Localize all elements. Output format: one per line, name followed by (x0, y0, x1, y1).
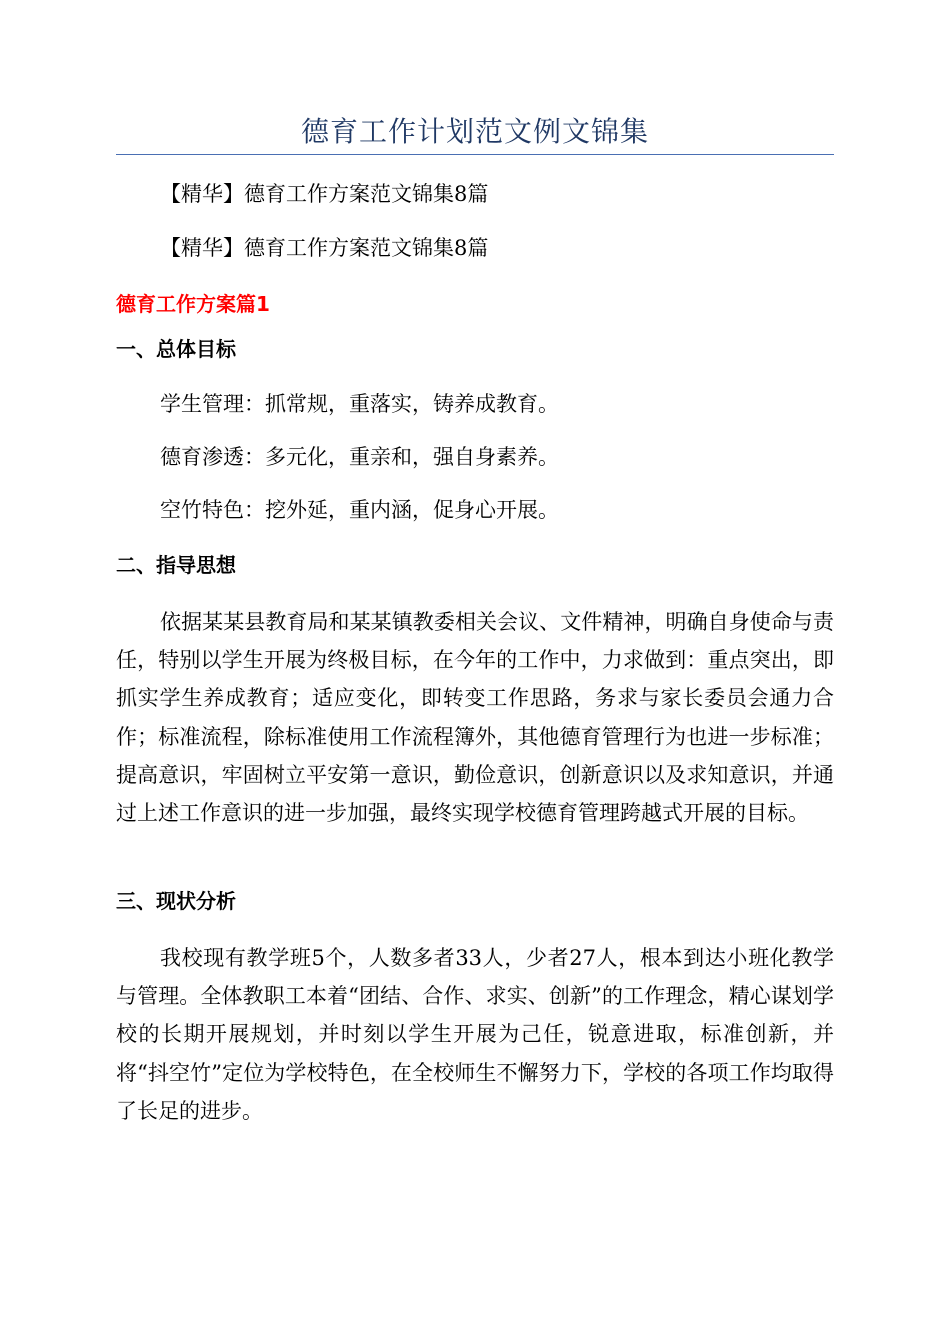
heading-overall-goals: 一、总体目标 (116, 337, 236, 361)
title-underline (116, 154, 834, 155)
goal-item: 空竹特色：挖外延，重内涵，促身心开展。 (160, 498, 559, 522)
paragraph-status-analysis: 我校现有教学班5个，人数多者33人，少者27人，根本到达小班化教学与管理。全体教职工本着“团结、合作、求实、创新”的工作理念，精心谋划学校的长期开展规划，并时刻以学生开展为己任，锐意进取，标准创新，并将“抖空竹”定位为学校特色，在全校师生不懈努力下，学校的各项工作均取得了长足的进步。 (116, 946, 834, 1123)
goal-item: 德育渗透：多元化，重亲和，强自身素养。 (160, 445, 559, 469)
heading-status-analysis: 三、现状分析 (116, 889, 236, 913)
document-title: 德育工作计划范文例文锦集 (300, 115, 649, 148)
intro-line: 【精华】德育工作方案范文锦集8篇 (160, 182, 489, 206)
goal-item: 学生管理：抓常规，重落实，铸养成教育。 (160, 392, 559, 416)
heading-guiding-ideology: 二、指导思想 (116, 553, 236, 577)
intro-line: 【精华】德育工作方案范文锦集8篇 (160, 236, 489, 260)
paragraph-guiding-ideology: 依据某某县教育局和某某镇教委相关会议、文件精神，明确自身使命与责任，特别以学生开展为终极目标，在今年的工作中，力求做到：重点突出，即抓实学生养成教育；适应变化，即转变工作思路，务求与家长委员会通力合作；标准流程，除标准使用工作流程簿外，其他德育管理行为也进一步标准；提高意识，牢固树立平安第一意识，勤俭意识，创新意识以及求知意识，并通过上述工作意识的进一步加强，最终实现学校德育管理跨越式开展的目标。 (116, 610, 834, 826)
section-title: 德育工作方案篇1 (116, 292, 270, 316)
